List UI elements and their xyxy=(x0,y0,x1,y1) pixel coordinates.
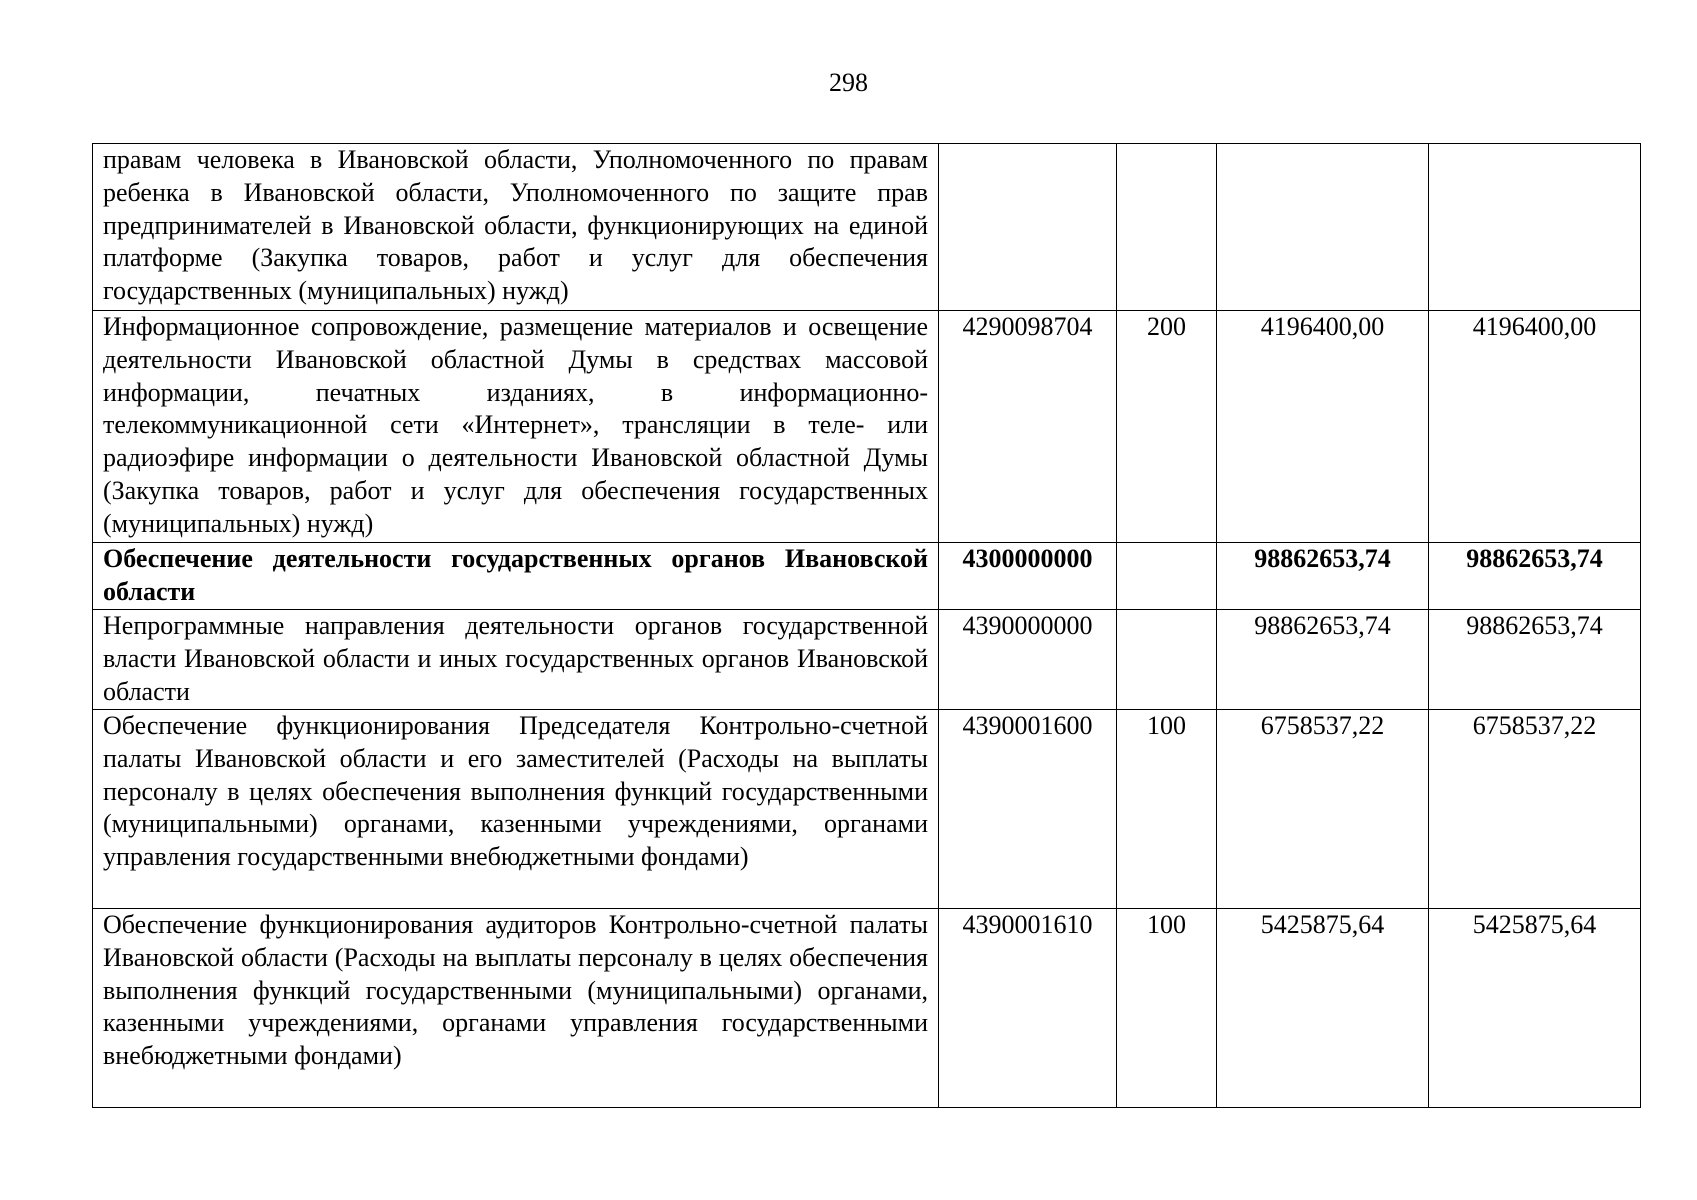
row-target-code xyxy=(939,144,1117,311)
row-amount-year-1: 5425875,64 xyxy=(1217,909,1429,1108)
row-target-code: 4300000000 xyxy=(939,543,1117,610)
row-target-code: 4390001600 xyxy=(939,710,1117,909)
table-row xyxy=(93,543,1641,610)
row-amount-year-2: 98862653,74 xyxy=(1429,543,1641,610)
row-description: Информационное сопровождение, размещение материалов и освещение деятельности Ивановской областной Думы в средствах массовой информации, печатных изданиях, в информационно-телекоммуникационной сети «Интернет», трансляции в теле- или радиоэфире информации о деятельности Ивановской областной Думы (Закупка товаров, работ и услуг для обеспечения государственных (муниципальных) нужд) xyxy=(93,311,939,543)
row-amount-year-1: 6758537,22 xyxy=(1217,710,1429,909)
table-row xyxy=(93,144,1641,311)
budget-table xyxy=(92,143,1641,1108)
page-number: 298 xyxy=(829,68,868,97)
row-target-code: 4290098704 xyxy=(939,311,1117,543)
row-expense-type xyxy=(1117,610,1217,710)
row-description: Обеспечение деятельности государственных органов Ивановской области xyxy=(93,543,939,610)
row-amount-year-2 xyxy=(1429,144,1641,311)
row-amount-year-2: 98862653,74 xyxy=(1429,610,1641,710)
row-expense-type: 100 xyxy=(1117,909,1217,1108)
row-amount-year-1 xyxy=(1217,144,1429,311)
row-amount-year-1: 98862653,74 xyxy=(1217,543,1429,610)
table-row xyxy=(93,909,1641,1108)
row-amount-year-2: 5425875,64 xyxy=(1429,909,1641,1108)
row-target-code: 4390000000 xyxy=(939,610,1117,710)
row-expense-type: 100 xyxy=(1117,710,1217,909)
row-description: Обеспечение функционирования аудиторов Контрольно-счетной палаты Ивановской области (Расходы на выплаты персоналу в целях обеспечения выполнения функций государственными (муниципальными) органами, казенными учреждениями, органами управления государственными внебюджетными фондами) xyxy=(93,909,939,1108)
table-row xyxy=(93,610,1641,710)
row-amount-year-1: 4196400,00 xyxy=(1217,311,1429,543)
row-amount-year-2: 4196400,00 xyxy=(1429,311,1641,543)
row-description: Непрограммные направления деятельности органов государственной власти Ивановской области и иных государственных органов Ивановской области xyxy=(93,610,939,710)
row-target-code: 4390001610 xyxy=(939,909,1117,1108)
row-amount-year-1: 98862653,74 xyxy=(1217,610,1429,710)
row-description: правам человека в Ивановской области, Уполномоченного по правам ребенка в Ивановской области, Уполномоченного по защите прав предпринимателей в Ивановской области, функционирующих на единой платформе (Закупка товаров, работ и услуг для обеспечения государственных (муниципальных) нужд) xyxy=(93,144,939,311)
table-row xyxy=(93,311,1641,543)
row-amount-year-2: 6758537,22 xyxy=(1429,710,1641,909)
row-description: Обеспечение функционирования Председателя Контрольно-счетной палаты Ивановской области и его заместителей (Расходы на выплаты персоналу в целях обеспечения выполнения функций государственными (муниципальными) органами, казенными учреждениями, органами управления государственными внебюджетными фондами) xyxy=(93,710,939,909)
row-expense-type xyxy=(1117,543,1217,610)
table-row xyxy=(93,710,1641,909)
row-expense-type: 200 xyxy=(1117,311,1217,543)
row-expense-type xyxy=(1117,144,1217,311)
